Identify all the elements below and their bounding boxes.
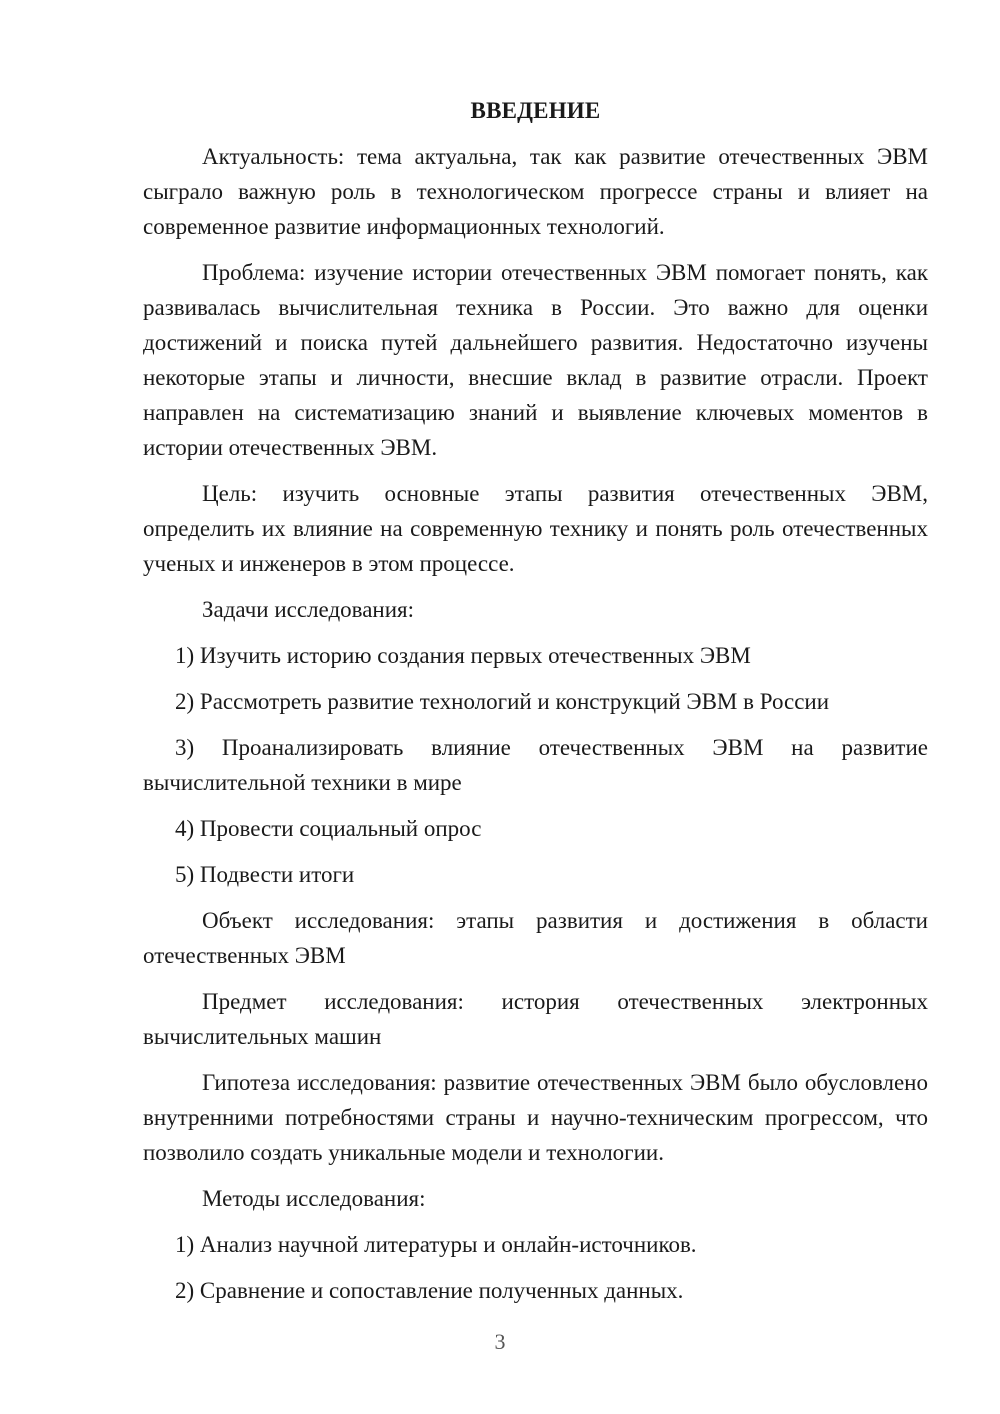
goal-paragraph: Цель: изучить основные этапы развития отечественных ЭВМ, определить их влияние на современную технику и понять роль отечественных ученых и инженеров в этом процессе. bbox=[143, 481, 928, 576]
page-content bbox=[143, 93, 928, 1308]
hypothesis-paragraph: Гипотеза исследования: развитие отечественных ЭВМ было обусловлено внутренними потребностями страны и научно-техническим прогрессом, что позволило создать уникальные модели и технологии. bbox=[143, 1070, 928, 1165]
object-paragraph: Объект исследования: этапы развития и достижения в области отечественных ЭВМ bbox=[143, 908, 928, 968]
relevance-paragraph: Актуальность: тема актуальна, так как развитие отечественных ЭВМ сыграло важную роль в технологическом прогрессе страны и влияет на современное развитие информационных технологий. bbox=[143, 144, 928, 239]
task-item-2: 2) Рассмотреть развитие технологий и конструкций ЭВМ в России bbox=[175, 689, 830, 714]
tasks-heading: Задачи исследования: bbox=[202, 597, 415, 622]
task-item-3: 3) Проанализировать влияние отечественных ЭВМ на развитие вычислительной техники в мире bbox=[143, 735, 928, 795]
page-number: 3 bbox=[494, 1329, 506, 1354]
problem-paragraph: Проблема: изучение истории отечественных ЭВМ помогает понять, как развивалась вычислительная техника в России. Это важно для оценки достижений и поиска путей дальнейшего развития. Недостаточно изучены некоторые этапы и личности, внесшие вклад в развитие отрасли. Проект направлен на систематизацию знаний и выявление ключевых моментов в истории отечественных ЭВМ. bbox=[143, 260, 928, 460]
task-item-5: 5) Подвести итоги bbox=[175, 862, 355, 887]
task-item-1: 1) Изучить историю создания первых отечественных ЭВМ bbox=[175, 643, 751, 668]
method-item-1: 1) Анализ научной литературы и онлайн-источников. bbox=[175, 1232, 697, 1257]
methods-heading: Методы исследования: bbox=[202, 1186, 426, 1211]
subject-paragraph: Предмет исследования: история отечественных электронных вычислительных машин bbox=[143, 989, 928, 1049]
section-title: ВВЕДЕНИЕ bbox=[470, 98, 601, 123]
task-item-4: 4) Провести социальный опрос bbox=[175, 816, 482, 841]
method-item-2: 2) Сравнение и сопоставление полученных данных. bbox=[175, 1278, 684, 1303]
